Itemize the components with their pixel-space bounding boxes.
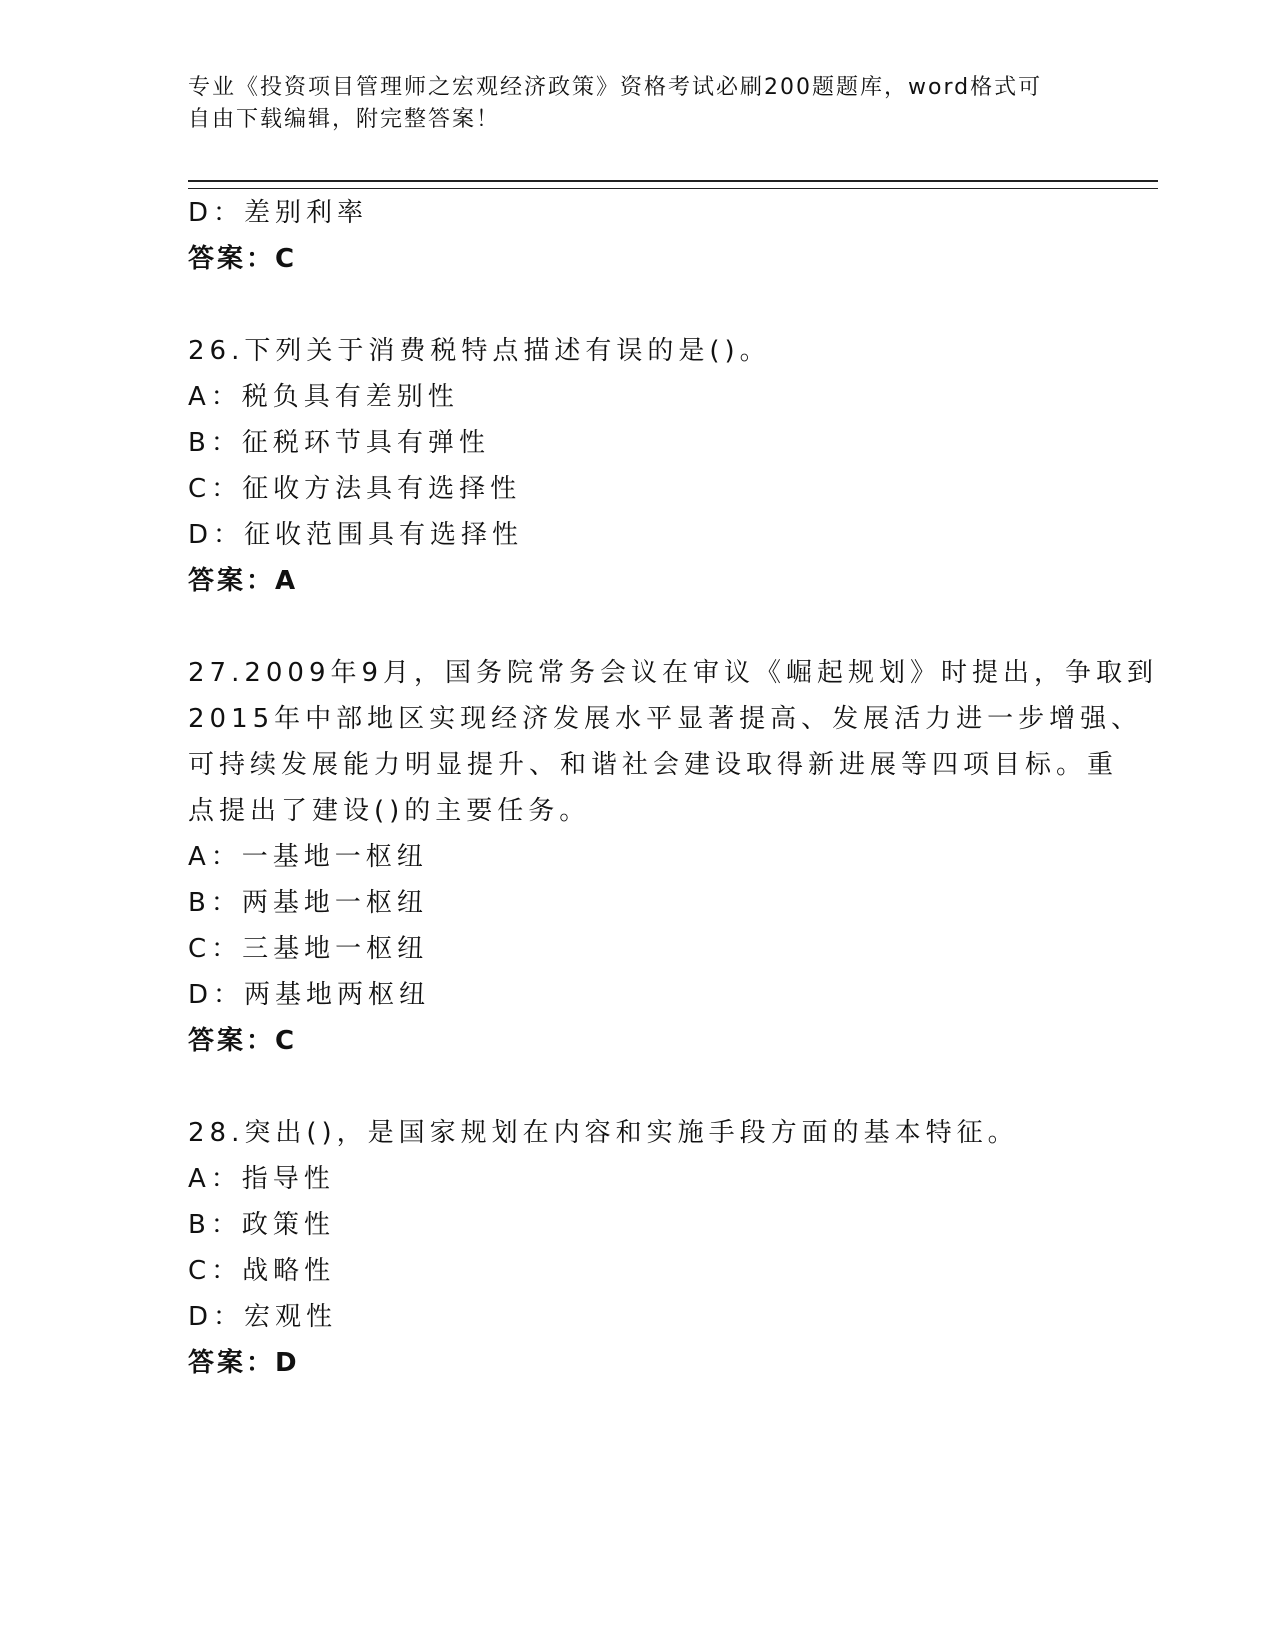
document-header	[188, 72, 1068, 136]
header-line-2: 自由下载编辑，附完整答案！	[188, 107, 501, 132]
option-c: C：战略性	[188, 1256, 336, 1286]
option-d: D：宏观性	[188, 1302, 338, 1332]
option-a: A：指导性	[188, 1164, 335, 1194]
question-stem: 26.下列关于消费税特点描述有误的是()。	[188, 336, 771, 366]
question-28	[188, 1110, 1088, 1386]
spacer	[188, 1064, 1088, 1110]
question-list	[188, 190, 1159, 1386]
question-25-tail	[188, 190, 1088, 282]
option-c: C：征收方法具有选择性	[188, 474, 522, 504]
header-line-1: 专业《投资项目管理师之宏观经济政策》资格考试必刷200题题库，word格式可	[188, 75, 1043, 100]
question-27	[188, 650, 1159, 1064]
spacer	[188, 282, 1088, 328]
option-d: D：差别利率	[188, 198, 369, 228]
answer-line: 答案：D	[188, 1348, 300, 1378]
option-c: C：三基地一枢纽	[188, 934, 429, 964]
header-divider	[188, 180, 1158, 189]
answer-line: 答案：C	[188, 1026, 298, 1056]
option-b: B：两基地一枢纽	[188, 888, 428, 918]
option-b: B：征税环节具有弹性	[188, 428, 490, 458]
question-stem-line-1: 27.2009年9月，国务院常务会议在审议《崛起规划》时提出，争取到	[188, 658, 1159, 688]
question-stem-line-2: 2015年中部地区实现经济发展水平显著提高、发展活力进一步增强、	[188, 704, 1143, 734]
option-a: A：税负具有差别性	[188, 382, 459, 412]
answer-line: 答案：A	[188, 566, 299, 596]
question-26	[188, 328, 1088, 604]
option-a: A：一基地一枢纽	[188, 842, 428, 872]
option-d: D：征收范围具有选择性	[188, 520, 524, 550]
question-stem: 28.突出()，是国家规划在内容和实施手段方面的基本特征。	[188, 1118, 1019, 1148]
option-b: B：政策性	[188, 1210, 335, 1240]
question-stem-line-3: 可持续发展能力明显提升、和谐社会建设取得新进展等四项目标。重	[188, 750, 1119, 780]
answer-line: 答案：C	[188, 244, 298, 274]
question-stem-line-4: 点提出了建设()的主要任务。	[188, 796, 591, 826]
spacer	[188, 604, 1088, 650]
option-d: D：两基地两枢纽	[188, 980, 431, 1010]
